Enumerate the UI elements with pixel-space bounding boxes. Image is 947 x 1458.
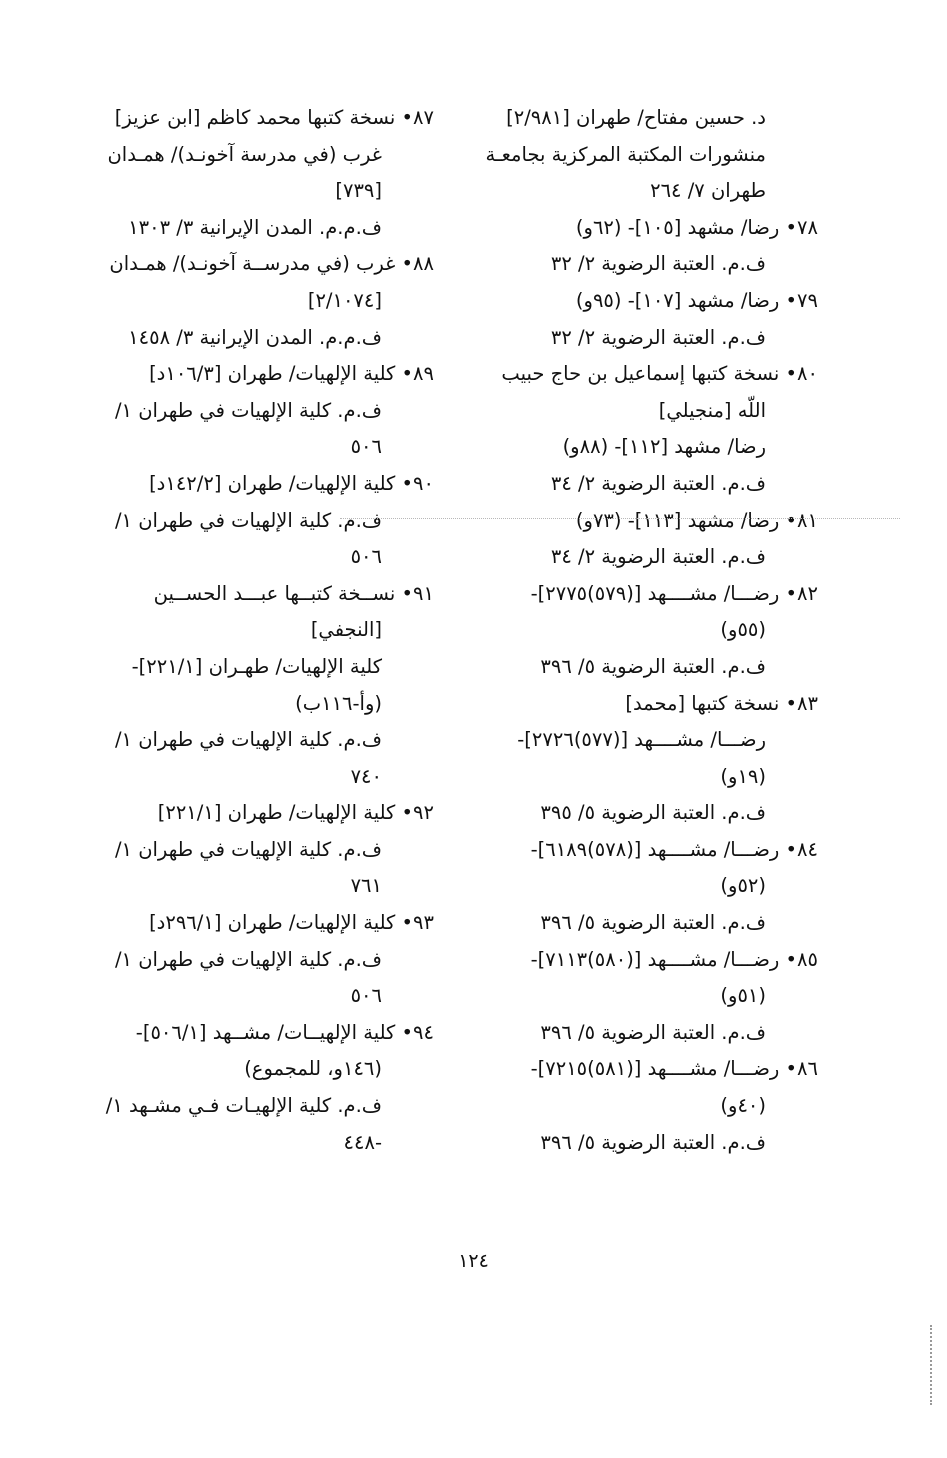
entry-detail-line: -٤٤٨ (343, 1130, 382, 1154)
entry-heading-line: ٩٤• كلية الإلهيــات/ مشــهد [٥٠٦/١]- (135, 1020, 434, 1044)
entry-detail-line: ف.م. العتبة الرضوية ٢/ ٣٢ (550, 325, 766, 349)
entry-detail-line: ف.م. العتبة الرضوية ٥/ ٣٩٥ (540, 801, 766, 825)
scan-line-artifact (340, 518, 900, 519)
entry-heading-line: ٨٧• نسخة كتبها محمد كاظم [ابن عزيز] (114, 106, 434, 129)
entry-detail-line: (وأ-١١٦ب) (295, 691, 382, 715)
scan-edge-artifact (930, 1325, 940, 1405)
entry-detail-line: طهران ٧/ ٢٦٤ (650, 179, 766, 203)
entry-heading-line: ٨٨• غرب (في مدرســة آخونـد)/ همـدان (109, 252, 434, 276)
entry-detail-line: (١٩و) (720, 764, 766, 788)
entry-detail-line: ف.م. العتبة الرضوية ٥/ ٣٩٦ (540, 1130, 766, 1154)
entry-detail-line: اللّه [منجيلي] (658, 398, 766, 422)
entry-detail-line: غرب (في مدرسة آخونـد)/ همـدان (107, 142, 382, 166)
entry-detail-line: ٥٠٦ (350, 435, 382, 459)
entry-heading-line: ٧٩• رضا/ مشهد [١٠٧]- (٩٥و) (575, 288, 818, 312)
entry-detail-line: (٥٢و) (720, 874, 766, 898)
entry-heading-line: ٧٨• رضا/ مشهد [١٠٥]- (٦٢و) (575, 215, 818, 239)
entry-heading-line: ٨٠• نسخة كتبها إسماعيل بن حاج حبيب (501, 362, 818, 386)
entry-detail-line: ف.م. كلية الإلهيـات فـي مشـهد ١/ (105, 1094, 382, 1118)
entry-detail-line: رضـــا/ مشــــهد [(٥٧٧)٢٧٢٦]- (517, 728, 766, 752)
entry-heading-line: ٨٣• نسخة كتبها [محمد] (625, 691, 818, 715)
entry-detail-line: منشورات المكتبة المركزية بجامعـة (485, 142, 766, 166)
entry-heading-line: ٨٦• رضـــا/ مشــــهد [(٥٨١)٧٢١٥]- (530, 1057, 818, 1081)
entry-detail-line: ف.م. العتبة الرضوية ٥/ ٣٩٦ (540, 911, 766, 935)
entry-detail-line: ف.م. العتبة الرضوية ٢/ ٣٤ (550, 471, 766, 495)
entry-detail-line: ف.م. كلية الإلهيات في طهران ١/ (114, 947, 382, 971)
right-column (466, 100, 818, 1161)
page-number: ١٢٤ (458, 1250, 489, 1272)
entry-detail-line: ف.م.م. المدن الإيرانية ٣/ ١٤٥٨ (128, 325, 382, 349)
entry-detail-line: (١٤٦و، للمجموع) (244, 1057, 382, 1081)
entry-heading-line: ٨٥• رضـــا/ مشــــهد [(٥٨٠)٧١١٣]- (530, 947, 818, 971)
entry-heading-line: ٨٩• كلية الإلهيات/ طهران [١٠٦/٣د] (149, 362, 434, 386)
entry-detail-line: ف.م. كلية الإلهيات في طهران ١/ (114, 837, 382, 861)
entry-detail-line: ٥٠٦ (350, 984, 382, 1008)
entry-heading-line: ٩٢• كلية الإلهيات/ طهران [٢٢١/١] (157, 801, 434, 825)
entry-heading-line: ٨٢• رضـــا/ مشــــهد [(٥٧٩)٢٧٧٥]- (530, 581, 818, 605)
entry-detail-line: ٧٤٠ (350, 764, 382, 788)
entry-heading-line: ٩١• نســخة كتبــها عبـــد الحســين (153, 581, 434, 605)
entry-detail-line: [النجفي] (310, 618, 382, 642)
entry-heading-line: ٩٣• كلية الإلهيات/ طهران [٢٩٦/١د] (149, 911, 434, 935)
entry-detail-line: رضا/ مشهد [١١٢]- (٨٨و) (562, 435, 766, 459)
entry-detail-line: [٢/١٠٧٤] (307, 288, 382, 312)
entry-detail-line: ف.م. كلية الإلهيات في طهران ١/ (114, 728, 382, 752)
entry-detail-line: ف.م. العتبة الرضوية ٢/ ٣٢ (550, 252, 766, 276)
entry-detail-line: ف.م. كلية الإلهيات في طهران ١/ (114, 398, 382, 422)
entry-detail-line: ف.م. كلية الإلهيات في طهران ١/ (114, 508, 382, 532)
entry-detail-line: ٧٦١ (350, 874, 382, 898)
entry-detail-line: د. حسين مفتاح/ طهران [٢/٩٨١] (506, 106, 766, 129)
entry-heading-line: ٩٠• كلية الإلهيات/ طهران [١٤٢/٢د] (149, 471, 434, 495)
entry-detail-line: (٤٠و) (720, 1094, 766, 1118)
entry-detail-line: (٥٥و) (720, 618, 766, 642)
entry-heading-line: ٨٤• رضـــا/ مشــــهد [(٥٧٨)٦١٨٩]- (530, 837, 818, 861)
entry-detail-line: [٧٣٩] (335, 179, 382, 203)
left-column (98, 100, 434, 1161)
entry-detail-line: ف.م.م. المدن الإيرانية ٣/ ١٣٠٣ (128, 215, 382, 239)
entry-heading-line: ٨١• رضا/ مشهد [١١٣]- (٧٣و) (575, 508, 818, 532)
entry-detail-line: ف.م. العتبة الرضوية ٥/ ٣٩٦ (540, 1020, 766, 1044)
entry-detail-line: ف.م. العتبة الرضوية ٢/ ٣٤ (550, 545, 766, 569)
entry-detail-line: (٥١و) (720, 984, 766, 1008)
entry-detail-line: كلية الإلهيات/ طهـران [٢٢١/١]- (131, 654, 382, 678)
entry-detail-line: ٥٠٦ (350, 545, 382, 569)
entry-detail-line: ف.م. العتبة الرضوية ٥/ ٣٩٦ (540, 654, 766, 678)
